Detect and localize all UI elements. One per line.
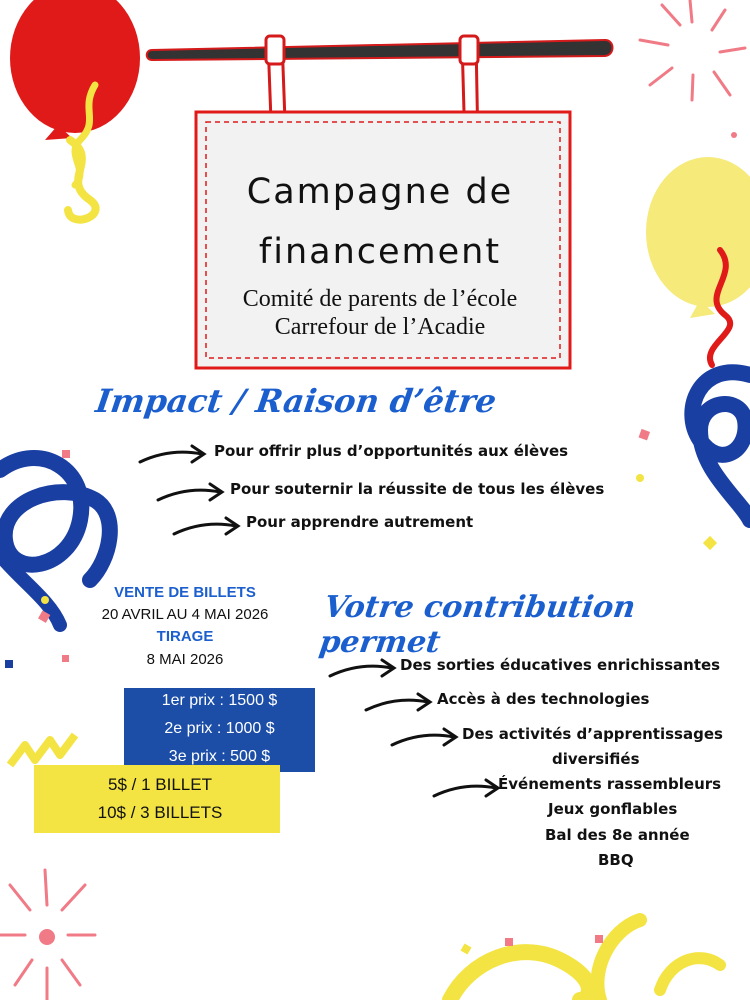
contribution-item: Bal des 8e année [545,826,690,844]
sunburst-top-right-icon [640,0,745,100]
yellow-zigzag-icon [10,735,75,765]
arrow-icon [136,442,208,468]
arrow-icon [362,690,434,716]
sign-subtitle-line2: Carrefour de l’Acadie [274,314,486,340]
impact-item: Pour apprendre autrement [246,513,474,531]
red-balloon-icon [10,0,140,220]
sunburst-center-dot [39,929,55,945]
impact-heading: Impact / Raison d’être [93,382,499,420]
prize-item: 1er prix : 1500 $ [161,692,278,709]
contribution-item: Événements rassembleurs [498,775,722,793]
blue-ribbon-right-icon [692,372,750,520]
prize-item: 3e prix : 500 $ [168,748,271,765]
contribution-item: BBQ [598,851,634,869]
sign-title-line2: financement [258,232,502,272]
draw-label: TIRAGE [156,628,214,645]
contribution-item: Jeux gonflables [548,800,678,818]
ticket-sale-label: VENTE DE BILLETS [114,584,256,601]
sign-title-line1: Campagne de [246,172,514,212]
contribution-item: Accès à des technologies [437,690,650,708]
contribution-item: Des activités d’apprentissages [462,725,723,743]
prize-item: 2e prix : 1000 $ [164,720,275,737]
arrow-icon [154,480,226,506]
contribution-item: diversifiés [552,750,640,768]
impact-item: Pour offrir plus d’opportunités aux élèves [214,442,569,460]
contribution-heading: Votre contribution permet [317,590,638,660]
arrow-icon [388,725,460,751]
price-item: 5$ / 1 BILLET [108,775,212,794]
arrow-icon [430,776,502,802]
price-item: 10$ / 3 BILLETS [97,803,223,822]
contribution-item: Des sorties éducatives enrichissantes [400,656,721,674]
sign-subtitle-line1: Comité de parents de l’école [242,286,518,312]
ticket-sale-dates: 20 AVRIL AU 4 MAI 2026 [101,606,269,623]
impact-item: Pour souternir la réussite de tous les élèves [230,480,605,498]
arrow-icon [170,514,242,540]
yellow-ribbon-bottom-right-icon [450,920,720,1000]
draw-date: 8 MAI 2026 [146,651,224,668]
yellow-balloon-icon [646,157,750,365]
hanging-bar [147,40,613,60]
arrow-icon [326,656,398,682]
